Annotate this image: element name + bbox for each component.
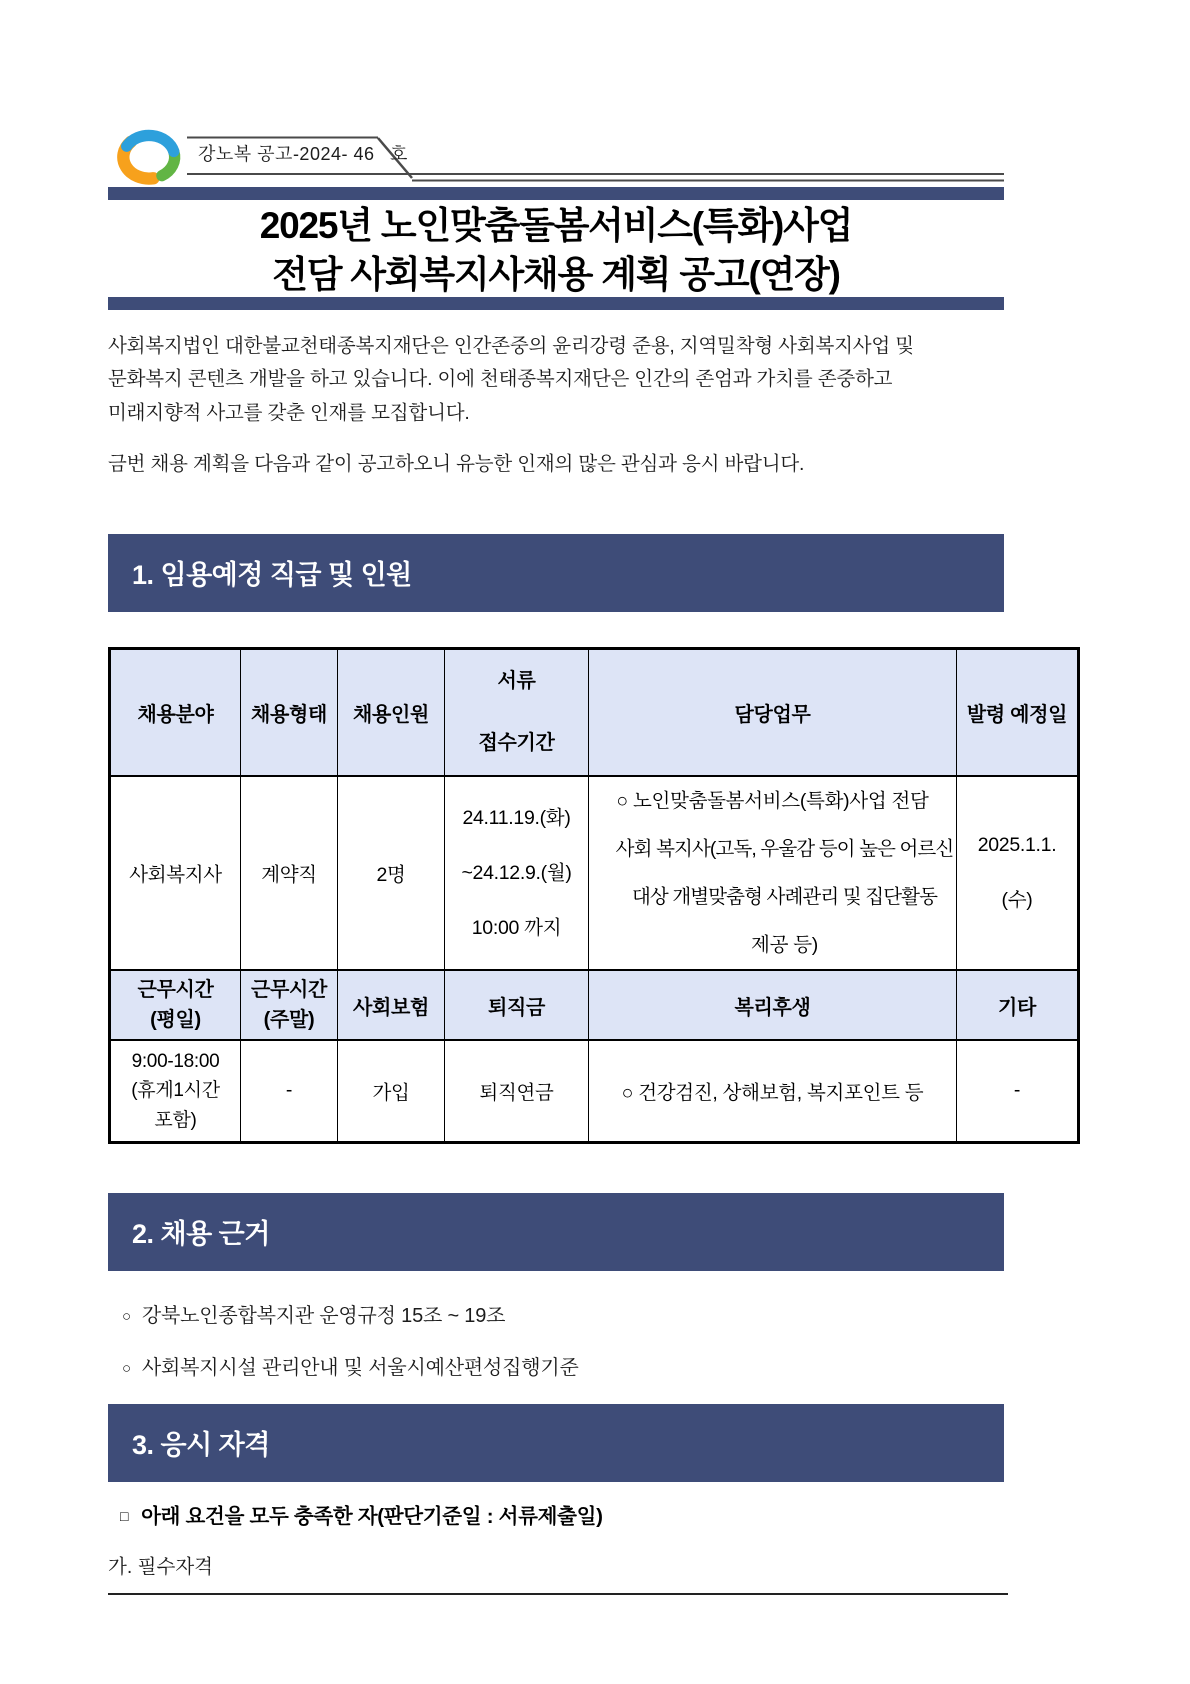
col-header-field: 채용분야 — [110, 648, 241, 776]
cell-etc: - — [957, 1040, 1079, 1142]
col-header-weekend-hours — [241, 970, 338, 1040]
sub-item-ga: 가. 필수자격 — [108, 1555, 214, 1578]
title-line-2: 전담 사회복지사채용 계획 공고(연장) — [272, 254, 840, 295]
bullet-text: 사회복지시설 관리안내 및 서울시예산편성집행기준 — [141, 1356, 579, 1379]
cell-weekend-hours: - — [241, 1040, 338, 1142]
cell-severance: 퇴직연금 — [445, 1040, 589, 1142]
square-bullet-icon: □ — [120, 1507, 129, 1524]
weekday-hours-label: 근무시간 — [137, 979, 214, 1002]
section-heading-1: 1. 임용예정 직급 및 인원 — [108, 534, 1004, 612]
hours-line: (휴게1시간 — [131, 1080, 220, 1102]
requirement-line — [108, 1499, 1078, 1529]
col-header-appointment: 발령 예정일 — [957, 648, 1079, 776]
duties-line: 제공 등) — [751, 934, 818, 957]
period-line: 24.11.19.(화) — [462, 806, 571, 829]
col-header-type: 채용형태 — [241, 648, 338, 776]
recruitment-table — [108, 647, 1080, 1144]
title-bottom-rule — [108, 297, 1004, 310]
section-heading-2: 2. 채용 근거 — [108, 1193, 1004, 1271]
document-body — [108, 310, 1078, 1595]
bottom-divider — [108, 1593, 1008, 1595]
cell-appointment-date — [957, 776, 1079, 970]
cell-social-insurance: 가입 — [338, 1040, 445, 1142]
circle-bullet-icon: ○ — [122, 1359, 131, 1377]
bullet-text: 강북노인종합복지관 운영규정 15조 ~ 19조 — [141, 1304, 506, 1327]
cell-headcount: 2명 — [338, 776, 445, 970]
col-header-headcount: 채용인원 — [338, 648, 445, 776]
period-line: 10:00 까지 — [471, 916, 562, 939]
period-line: ~24.12.9.(월) — [461, 861, 572, 884]
intro-paragraph-2: 금번 채용 계획을 다음과 같이 공고하오니 유능한 인재의 많은 관심과 응시 바랍니다. — [108, 453, 805, 476]
col-header-welfare: 복리후생 — [589, 970, 957, 1040]
col-header-weekday-hours — [110, 970, 241, 1040]
col-header-severance: 퇴직금 — [445, 970, 589, 1040]
hours-line: 9:00-18:00 — [131, 1050, 220, 1072]
weekend-hours-sublabel: (주말) — [263, 1009, 315, 1032]
duties-line: 대상 개별맞춤형 사례관리 및 집단활동 — [631, 886, 938, 909]
col-header-period-line1: 서류 — [497, 670, 536, 693]
title-line-1: 2025년 노인맞춤돌봄서비스(특화)사업 — [259, 205, 853, 246]
duties-line: 사회 복지사(고독, 우울감 등이 높은 어르신 — [615, 838, 954, 861]
requirement-text: 아래 요건을 모두 충족한 자(판단기준일 : 서류제출일) — [141, 1504, 603, 1528]
header-rule-lines — [0, 0, 1190, 210]
table-header-row-1 — [110, 648, 1079, 776]
intro-paragraph-line: 미래지향적 사고를 갖춘 인재를 모집합니다. — [108, 401, 470, 424]
col-header-duties: 담당업무 — [589, 648, 957, 776]
table-data-row-1 — [110, 776, 1079, 970]
appointment-line: (수) — [1001, 889, 1033, 912]
col-header-social-insurance: 사회보험 — [338, 970, 445, 1040]
cell-welfare: ○ 건강검진, 상해보험, 복지포인트 등 — [589, 1040, 957, 1142]
col-header-etc: 기타 — [957, 970, 1079, 1040]
doc-number-suffix: 호 — [390, 144, 408, 164]
cell-field: 사회복지사 — [110, 776, 241, 970]
duties-line: ○ 노인맞춤돌봄서비스(특화)사업 전담 — [616, 790, 929, 813]
doc-number: 강노복 공고-2024- 46 — [198, 144, 375, 164]
hours-line: 포함) — [154, 1109, 197, 1131]
weekday-hours-sublabel: (평일) — [150, 1009, 201, 1032]
section2-bullet-list — [108, 1299, 1078, 1380]
table-data-row-2 — [110, 1040, 1079, 1142]
cell-duties — [589, 776, 957, 970]
list-item — [108, 1299, 1078, 1328]
section-heading-3: 3. 응시 자격 — [108, 1404, 1004, 1482]
cell-weekday-hours — [110, 1040, 241, 1142]
col-header-period — [445, 648, 589, 776]
circle-bullet-icon: ○ — [122, 1307, 131, 1325]
weekend-hours-label: 근무시간 — [250, 979, 328, 1002]
appointment-line: 2025.1.1. — [977, 834, 1057, 857]
intro-paragraph-line: 사회복지법인 대한불교천태종복지재단은 인간존중의 윤리강령 준용, 지역밀착형 사회복지사업 및 — [108, 335, 914, 357]
document-title — [108, 201, 1004, 299]
cell-type: 계약직 — [241, 776, 338, 970]
intro-paragraph-line: 문화복지 콘텐츠 개발을 하고 있습니다. 이에 천태종복지재단은 인간의 존엄과 가치를 존중하고 — [108, 368, 893, 391]
col-header-period-line2: 접수기간 — [478, 732, 555, 755]
list-item — [108, 1351, 1078, 1380]
table-header-row-2 — [110, 970, 1079, 1040]
title-top-rule — [108, 187, 1004, 200]
cell-period — [445, 776, 589, 970]
